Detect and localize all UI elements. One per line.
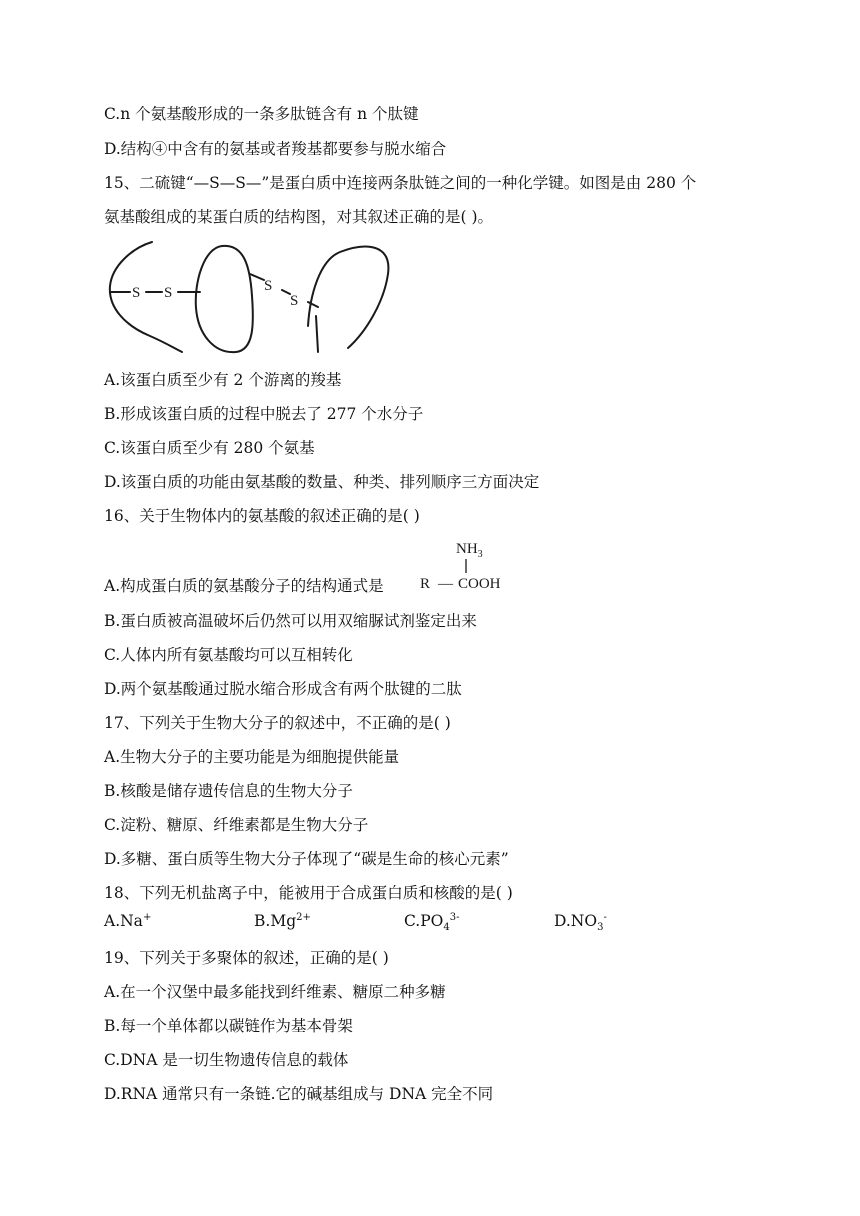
q18-option-b: $B.Mg^{2+}$ bbox=[254, 911, 311, 930]
q17-stem: 17、下列关于生物大分子的叙述中，不正确的是( ) bbox=[104, 714, 451, 732]
sulfur-label-2: S bbox=[164, 285, 173, 301]
q18-option-d: $D.NO_3^-$ bbox=[554, 911, 607, 934]
q15-option-c: C.该蛋白质至少有 280 个氨基 bbox=[104, 439, 315, 457]
amino-acid-formula bbox=[418, 538, 518, 594]
q15-option-b: B.形成该蛋白质的过程中脱去了 277 个水分子 bbox=[104, 405, 424, 423]
svg-text:NH3 bbox=[456, 541, 483, 560]
q19-option-a: A.在一个汉堡中最多能找到纤维素、糖原二种多糖 bbox=[104, 983, 446, 1001]
disulfide-bond-2 bbox=[250, 274, 318, 307]
formula-r: R bbox=[420, 576, 431, 592]
q15-option-a: A.该蛋白质至少有 2 个游离的羧基 bbox=[104, 371, 342, 389]
peptide-chain-2 bbox=[196, 246, 253, 352]
q19-stem: 19、下列关于多聚体的叙述，正确的是( ) bbox=[104, 949, 389, 967]
formula-nh: NH bbox=[456, 541, 478, 557]
q16-option-a: A.构成蛋白质的氨基酸分子的结构通式是 bbox=[104, 577, 384, 595]
formula-cooh: COOH bbox=[458, 576, 501, 592]
q19-option-c: C.DNA 是一切生物遗传信息的载体 bbox=[104, 1051, 349, 1069]
q15-stem-line2: 氨基酸组成的某蛋白质的结构图，对其叙述正确的是( )。 bbox=[104, 208, 494, 226]
q15-option-d: D.该蛋白质的功能由氨基酸的数量、种类、排列顺序三方面决定 bbox=[104, 473, 540, 491]
protein-disulfide-diagram bbox=[104, 234, 404, 358]
q16-option-c: C.人体内所有氨基酸均可以互相转化 bbox=[104, 646, 353, 664]
sulfur-label-1: S bbox=[132, 285, 141, 301]
q14-option-c: C.n 个氨基酸形成的一条多肽链含有 n 个肽键 bbox=[104, 105, 419, 123]
q18-option-c: $C.PO_4^{3-}$ bbox=[404, 911, 460, 934]
q17-option-c: C.淀粉、糖原、纤维素都是生物大分子 bbox=[104, 816, 369, 834]
q19-option-b: B.每一个单体都以碳链作为基本骨架 bbox=[104, 1017, 353, 1035]
q15-stem-line1: 15、二硫键“—S—S—”是蛋白质中连接两条肽链之间的一种化学键。如图是由 280 个 bbox=[104, 174, 697, 192]
q14-option-d: D.结构④中含有的氨基或者羧基都要参与脱水缩合 bbox=[104, 140, 447, 158]
q16-stem: 16、关于生物体内的氨基酸的叙述正确的是( ) bbox=[104, 507, 420, 525]
peptide-chain-3 bbox=[308, 247, 388, 352]
q16-option-b: B.蛋白质被高温破坏后仍然可以用双缩脲试剂鉴定出来 bbox=[104, 612, 477, 630]
sulfur-label-4: S bbox=[290, 293, 299, 309]
q19-option-d: D.RNA 通常只有一条链.它的碱基组成与 DNA 完全不同 bbox=[104, 1085, 494, 1103]
q18-stem: 18、下列无机盐离子中，能被用于合成蛋白质和核酸的是( ) bbox=[104, 884, 513, 902]
q17-option-a: A.生物大分子的主要功能是为细胞提供能量 bbox=[104, 748, 400, 766]
formula-nh-sub: 3 bbox=[477, 549, 483, 560]
q17-option-d: D.多糖、蛋白质等生物大分子体现了“碳是生命的核心元素” bbox=[104, 850, 509, 868]
formula-bond: — bbox=[438, 576, 453, 592]
q18-options bbox=[104, 912, 724, 934]
q16-option-d: D.两个氨基酸通过脱水缩合形成含有两个肽键的二肽 bbox=[104, 680, 462, 698]
q17-option-b: B.核酸是储存遗传信息的生物大分子 bbox=[104, 782, 353, 800]
sulfur-label-3: S bbox=[264, 278, 273, 294]
q18-option-a: A.Na+ bbox=[104, 911, 152, 930]
